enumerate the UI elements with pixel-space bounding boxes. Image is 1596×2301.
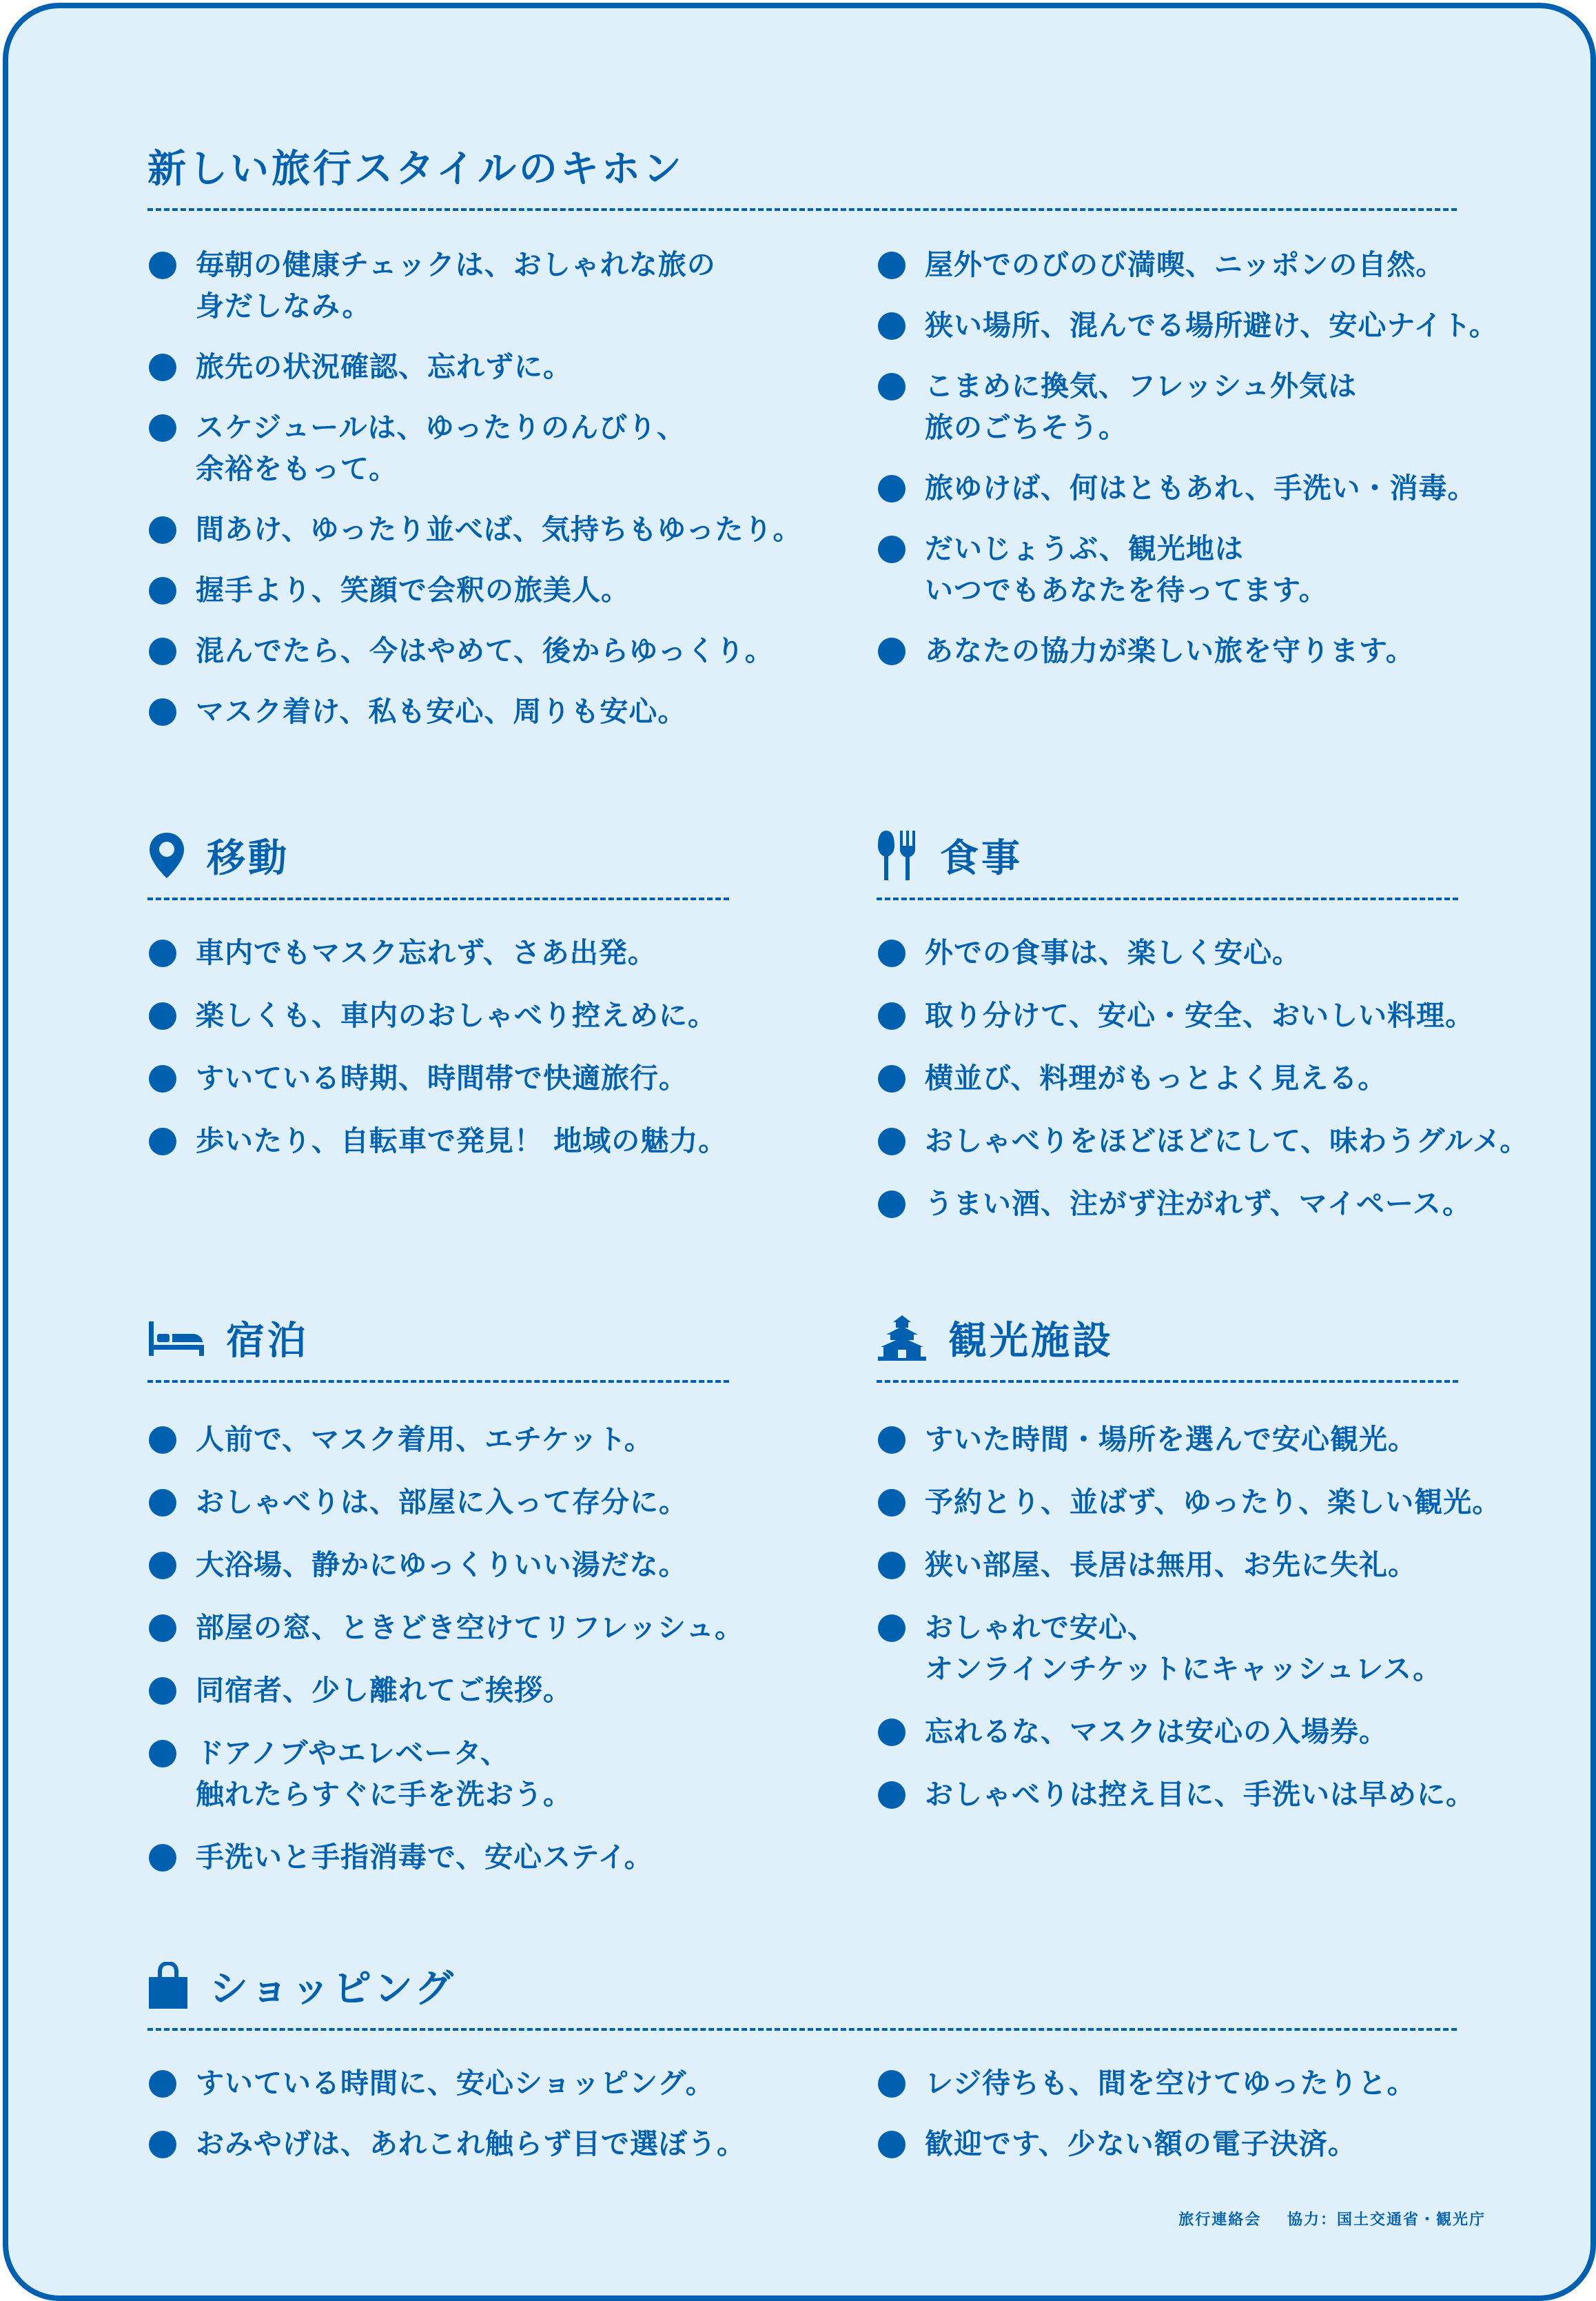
shopping-heading	[147, 1955, 1457, 2017]
sightseeing-divider	[877, 1380, 1458, 1383]
list-item: 横並び、料理がもっとよく見える。	[877, 1057, 1566, 1099]
list-item: こまめに換気、フレッシュ外気は 旅のごちそう。	[877, 365, 1566, 448]
list-item: マスク着け、私も安心、周りも安心。	[147, 691, 837, 732]
list-item: 車内でもマスク忘れず、さあ出発。	[147, 932, 837, 973]
list-item: 混んでたら、今はやめて、後からゆっくり。	[147, 630, 837, 671]
list-item: すいた時間・場所を選んで安心観光。	[877, 1419, 1566, 1460]
list-item: レジ待ちも、間を空けてゆったりと。	[877, 2062, 1566, 2104]
list-item: おしゃべりは、部屋に入って存分に。	[147, 1481, 837, 1523]
list-item: 握手より、笑顔で会釈の旅美人。	[147, 569, 837, 611]
travel-section	[147, 824, 729, 900]
footer-org: 旅行連絡会	[1178, 2211, 1262, 2229]
shopping-bag-icon	[147, 1962, 189, 2010]
list-item: 歓迎です、少ない額の電子決済。	[877, 2123, 1566, 2165]
list-item: 外での食事は、楽しく安心。	[877, 932, 1566, 973]
list-item: おしゃべりは控え目に、手洗いは早めに。	[877, 1774, 1566, 1815]
shopping-list-left	[147, 2062, 837, 2165]
basics-section	[147, 135, 1457, 211]
lodging-divider	[147, 1380, 729, 1383]
list-item: 人前で、マスク着用、エチケット。	[147, 1419, 837, 1460]
shopping-divider	[147, 2028, 1457, 2031]
dining-list	[877, 932, 1566, 1224]
shopping-title: ショッピング	[209, 1967, 456, 2011]
list-item: うまい酒、注がず注がれず、マイペース。	[877, 1183, 1566, 1224]
list-item: 手洗いと手指消毒で、安心ステイ。	[147, 1836, 837, 1878]
bed-icon	[147, 1319, 205, 1357]
basics-list-left	[147, 244, 837, 732]
castle-icon	[877, 1314, 928, 1362]
lodging-title: 宿泊	[226, 1319, 309, 1364]
list-item: 旅先の状況確認、忘れずに。	[147, 346, 837, 387]
list-item: 忘れるな、マスクは安心の入場券。	[877, 1711, 1566, 1752]
list-item: おしゃべりをほどほどにして、味わうグルメ。	[877, 1120, 1566, 1162]
list-item: スケジュールは、ゆったりのんびり、 余裕をもって。	[147, 407, 837, 489]
dining-heading	[877, 824, 1458, 886]
list-item: 歩いたり、自転車で発見！ 地域の魅力。	[147, 1120, 837, 1162]
list-item: 取り分けて、安心・安全、おいしい料理。	[877, 995, 1566, 1036]
list-item: 狭い場所、混んでる場所避け、安心ナイト。	[877, 305, 1566, 346]
list-item: 屋外でのびのび満喫、ニッポンの自然。	[877, 244, 1566, 285]
dining-divider	[877, 898, 1458, 900]
list-item: おみやげは、あれこれ触らず目で選ぼう。	[147, 2123, 837, 2165]
lodging-list	[147, 1419, 837, 1878]
shopping-section	[147, 1955, 1457, 2031]
list-item: おしゃれで安心、 オンラインチケットにキャッシュレス。	[877, 1607, 1566, 1690]
poster-card	[3, 3, 1596, 2301]
dining-title: 食事	[940, 836, 1023, 881]
list-item: すいている時期、時間帯で快適旅行。	[147, 1057, 837, 1099]
list-item: 間あけ、ゆったり並べば、気持ちもゆったり。	[147, 509, 837, 550]
travel-list	[147, 932, 837, 1162]
basics-title: 新しい旅行スタイルのキホン	[147, 147, 684, 192]
basics-divider	[147, 208, 1457, 211]
sightseeing-heading	[877, 1307, 1458, 1369]
sightseeing-list	[877, 1419, 1566, 1815]
dining-section	[877, 824, 1458, 900]
list-item: 予約とり、並ばず、ゆったり、楽しい観光。	[877, 1481, 1566, 1523]
list-item: すいている時間に、安心ショッピング。	[147, 2062, 837, 2104]
list-item: 狭い部屋、長居は無用、お先に失礼。	[877, 1544, 1566, 1585]
map-pin-icon	[147, 831, 186, 880]
basics-list-right	[877, 244, 1566, 671]
travel-title: 移動	[207, 836, 289, 881]
list-item: 楽しくも、車内のおしゃべり控えめに。	[147, 995, 837, 1036]
travel-divider	[147, 898, 729, 900]
list-item: 大浴場、静かにゆっくりいい湯だな。	[147, 1544, 837, 1585]
list-item: あなたの協力が楽しい旅を守ります。	[877, 630, 1566, 671]
sightseeing-title: 観光施設	[948, 1319, 1114, 1364]
lodging-section	[147, 1307, 729, 1383]
list-item: 部屋の窓、ときどき空けてリフレッシュ。	[147, 1607, 837, 1648]
footer-credit	[1178, 2208, 1486, 2229]
list-item: 毎朝の健康チェックは、おしゃれな旅の 身だしなみ。	[147, 244, 837, 327]
list-item: 同宿者、少し離れてご挨拶。	[147, 1670, 837, 1711]
footer-cooperation: 協力：国土交通省・観光庁	[1287, 2211, 1486, 2229]
travel-heading	[147, 824, 729, 886]
shopping-list-right	[877, 2062, 1566, 2165]
list-item: だいじょうぶ、観光地は いつでもあなたを待ってます。	[877, 528, 1566, 611]
list-item: 旅ゆけば、何はともあれ、手洗い・消毒。	[877, 467, 1566, 509]
lodging-heading	[147, 1307, 729, 1369]
sightseeing-section	[877, 1307, 1458, 1383]
fork-knife-icon	[877, 829, 919, 882]
list-item: ドアノブやエレベータ、 触れたらすぐに手を洗おう。	[147, 1732, 837, 1815]
